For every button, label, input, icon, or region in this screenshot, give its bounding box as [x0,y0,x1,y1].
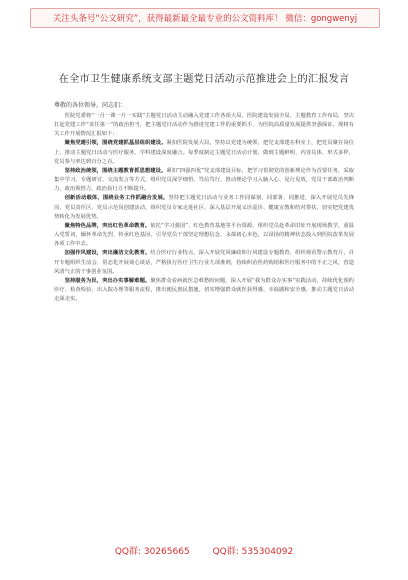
paragraph: 坚持政治统领，围绕主题教育抓思想建设。紧扣“四强四优”党支部建设目标，把学习贯彻党的创新理论作为首要任务，采取集中学习、专题研讨、交流发言等方式，组织党员深学细悟、笃信笃行，推动理论学习入脑入心、见行见效，党员干部政治判断力、政治领悟力、政治执行力不断提升。 [54,167,354,193]
paragraph: 聚焦党建引领，围绕党建抓基层组织建设。紧扣医院发展大局，坚持以党建为统领，把党支部建在科室上，把党员聚在岗位上，推动主题党日活动与医疗服务、学科建设深度融合。每季度制定主题党日活动计划，做到主题鲜明、内容具体、形式多样，党员参与率达到百分之百。 [54,140,354,165]
paragraph: 医院党委将“一月一课一片一实践”主题党日活动主动融入党建工作各项大局，医院建设发展全局、主题教育工作布局，坚决扛起党建工作“责任第一”的政治担当，把主题党日活动作为推进党建工作的重要抓手，为医院高质量发展提供坚强保证。现将有关工作开展情况汇报如下： [54,113,354,138]
paragraph: 创新活动载体，围绕业务工作抓融合发展。坚持把主题党日活动与业务工作同谋划、同部署、同推进，深入开展党员先锋岗、党员责任区、党员示范岗创建活动，组织党员专家走进社区、深入基层开展义诊巡诊、健康宣教和结对帮扶，切实把党建优势转化为发展优势。 [54,195,354,220]
footer-qq-groups: QQ群: 30265665 QQ群: 535304092 [114,547,294,557]
paragraph: 坚持服务为民，突出办实事解难题。聚焦群众看病就医急难愁盼问题，深入开展“我为群众办实事”实践活动，持续优化预约诊疗、检查检验、出入院办理等服务流程，推出便民惠民措施，切实增强群众就医获得感、幸福感和安全感，推动主题党日活动走深走实。 [54,277,354,303]
document-body [54,112,354,538]
paragraph: 聚焦特色品牌，突出红色革命教育。依托“学习强国”、红色教育基地等平台资源，组织党员赴革命旧址开展现场教学，重温入党誓词，缅怀革命先烈，传承红色基因，引导党员干部坚定理想信念、永葆初心本色，以昂扬的精神状态投入到医院改革发展各项工作中去。 [54,222,354,248]
salutation: 尊敬的各位领导，同志们： [54,102,127,109]
header-banner: 关注头条号“公文研究”，获得最新最全最专业的公文资料库！ 微信：gongwenyj [30,8,380,28]
paragraph: 加强作风建设，突出廉洁文化教育。结合医疗行业特点，深入开展党风廉政和行风建设专题教育，组织观看警示教育片，召开专题组织生活会，常态化开展谈心谈话，严格执行医疗卫生行业九项准则，持续纠治医药购销和医疗服务中的不正之风，营造风清气正的干事创业氛围。 [54,250,354,275]
document-title: 在全市卫生健康系统支部主题党日活动示范推进会上的汇报发言 [58,74,350,85]
